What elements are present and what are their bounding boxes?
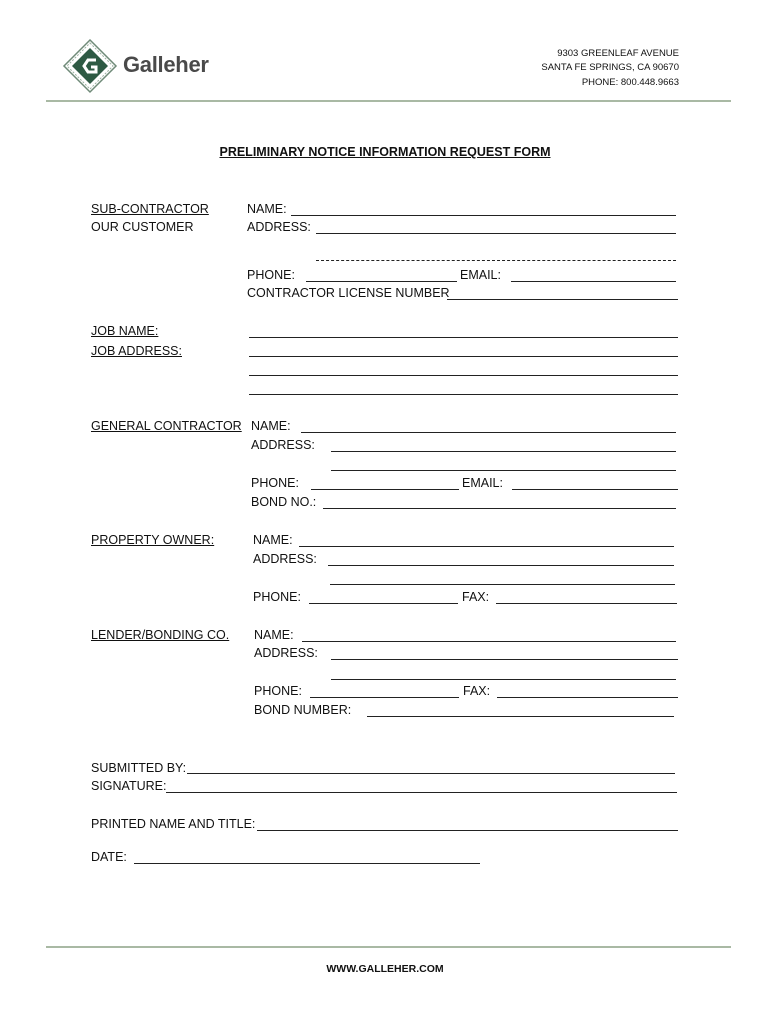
lender-fax-label: FAX: [463, 684, 491, 698]
gc-address-field-1[interactable] [331, 451, 676, 452]
lender-phone-label: PHONE: [254, 684, 302, 698]
lender-address-field-1[interactable] [331, 659, 678, 660]
lender-heading: LENDER/BONDING CO. [91, 628, 230, 642]
date-label: DATE: [91, 850, 127, 864]
gc-email-label: EMAIL: [462, 476, 503, 490]
lender-name-field[interactable] [302, 641, 676, 642]
subcontractor-address-field[interactable] [316, 233, 676, 234]
gc-phone-field[interactable] [311, 489, 459, 490]
gc-name-label: NAME: [251, 419, 291, 433]
owner-name-field[interactable] [299, 546, 674, 547]
company-phone: PHONE: 800.448.9663 [581, 77, 679, 88]
lender-phone-field[interactable] [310, 697, 459, 698]
gc-bond-field[interactable] [323, 508, 676, 509]
job-address-label: JOB ADDRESS: [91, 344, 182, 358]
gc-email-field[interactable] [512, 489, 678, 490]
subcontractor-phone-label: PHONE: [247, 268, 295, 282]
printed-name-field[interactable] [257, 830, 678, 831]
job-name-field[interactable] [249, 337, 678, 338]
company-address-line2: SANTA FE SPRINGS, CA 90670 [541, 62, 679, 73]
subcontractor-address-field-2[interactable] [316, 260, 676, 261]
general-contractor-heading: GENERAL CONTRACTOR [91, 419, 242, 433]
gc-name-field[interactable] [301, 432, 676, 433]
subcontractor-email-label: EMAIL: [460, 268, 501, 282]
contractor-license-field[interactable] [447, 299, 678, 300]
owner-phone-label: PHONE: [253, 590, 301, 604]
signature-label: SIGNATURE: [91, 779, 167, 793]
form-title: PRELIMINARY NOTICE INFORMATION REQUEST FORM [219, 145, 551, 159]
subcontractor-address-label: ADDRESS: [247, 220, 311, 234]
owner-fax-field[interactable] [496, 603, 677, 604]
company-address-line1: 9303 GREENLEAF AVENUE [557, 48, 679, 59]
subcontractor-name-label: NAME: [247, 202, 287, 216]
submitted-by-field[interactable] [187, 773, 675, 774]
lender-address-field-2[interactable] [331, 679, 676, 680]
owner-address-field-2[interactable] [330, 584, 675, 585]
subcontractor-heading: SUB-CONTRACTOR [91, 202, 209, 216]
lender-name-label: NAME: [254, 628, 294, 642]
owner-address-label: ADDRESS: [253, 552, 317, 566]
contractor-license-label: CONTRACTOR LICENSE NUMBER [247, 286, 450, 300]
owner-fax-label: FAX: [462, 590, 490, 604]
lender-fax-field[interactable] [497, 697, 678, 698]
gc-address-field-2[interactable] [331, 470, 676, 471]
header-rule [46, 100, 731, 102]
property-owner-heading: PROPERTY OWNER: [91, 533, 215, 547]
job-address-field-3[interactable] [249, 394, 678, 395]
our-customer-heading: OUR CUSTOMER [91, 220, 194, 234]
owner-name-label: NAME: [253, 533, 293, 547]
lender-address-label: ADDRESS: [254, 646, 318, 660]
subcontractor-name-field[interactable] [291, 215, 676, 216]
job-address-field-2[interactable] [249, 375, 678, 376]
printed-name-label: PRINTED NAME AND TITLE: [91, 817, 256, 831]
subcontractor-phone-field[interactable] [306, 281, 457, 282]
owner-address-field-1[interactable] [328, 565, 674, 566]
company-name: Galleher [123, 52, 209, 77]
website-link[interactable]: WWW.GALLEHER.COM [326, 963, 444, 975]
lender-bond-number-label: BOND NUMBER: [254, 703, 352, 717]
subcontractor-email-field[interactable] [511, 281, 676, 282]
date-field[interactable] [134, 863, 480, 864]
gc-address-label: ADDRESS: [251, 438, 315, 452]
lender-bond-number-field[interactable] [367, 716, 674, 717]
gc-phone-label: PHONE: [251, 476, 299, 490]
gc-bond-label: BOND NO.: [251, 495, 317, 509]
owner-phone-field[interactable] [309, 603, 458, 604]
submitted-by-label: SUBMITTED BY: [91, 761, 187, 775]
job-name-label: JOB NAME: [91, 324, 159, 338]
signature-field[interactable] [166, 792, 677, 793]
job-address-field-1[interactable] [249, 356, 678, 357]
footer-rule [46, 946, 731, 948]
